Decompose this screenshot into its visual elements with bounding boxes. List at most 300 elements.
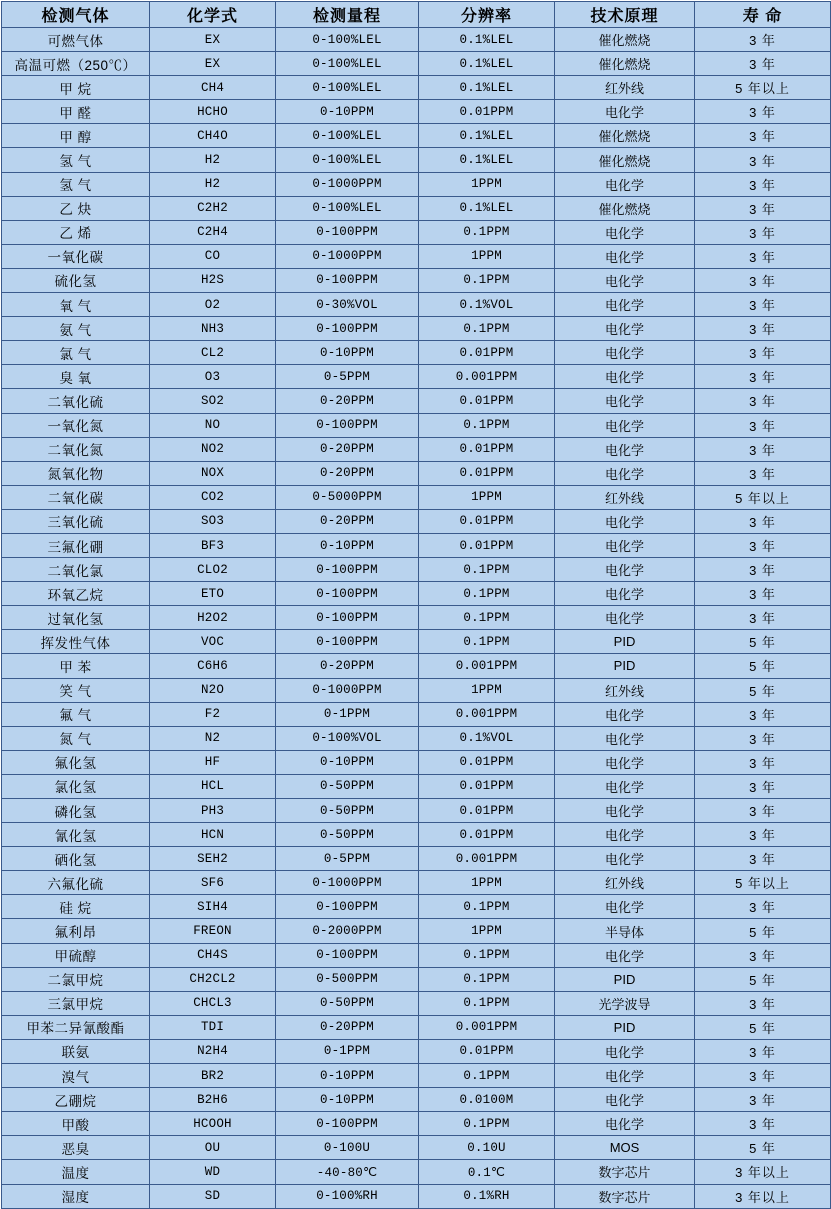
cell-chemical-formula: TDI [150, 1015, 276, 1039]
cell-gas-name: 氟化氢 [2, 750, 150, 774]
cell-technology: 红外线 [555, 485, 695, 509]
cell-measuring-range: 0-100PPM [276, 943, 419, 967]
cell-measuring-range: 0-100%LEL [276, 124, 419, 148]
cell-chemical-formula: HCOOH [150, 1112, 276, 1136]
cell-lifetime: 3 年 [695, 847, 831, 871]
column-header-measuring-range: 检测量程 [276, 2, 419, 28]
cell-measuring-range: 0-20PPM [276, 461, 419, 485]
cell-resolution: 0.1PPM [419, 268, 555, 292]
table-row [2, 823, 831, 847]
cell-measuring-range: 0-50PPM [276, 799, 419, 823]
cell-resolution: 1PPM [419, 919, 555, 943]
cell-resolution: 0.1PPM [419, 220, 555, 244]
cell-gas-name: 二氯甲烷 [2, 967, 150, 991]
cell-technology: 数字芯片 [555, 1184, 695, 1208]
cell-gas-name: 一氧化氮 [2, 413, 150, 437]
cell-measuring-range: 0-30%VOL [276, 293, 419, 317]
cell-gas-name: 笑 气 [2, 678, 150, 702]
cell-technology: 电化学 [555, 533, 695, 557]
cell-resolution: 0.1PPM [419, 1112, 555, 1136]
cell-chemical-formula: SD [150, 1184, 276, 1208]
cell-technology: 电化学 [555, 365, 695, 389]
cell-measuring-range: 0-1PPM [276, 702, 419, 726]
cell-lifetime: 3 年 [695, 52, 831, 76]
table-row [2, 485, 831, 509]
cell-chemical-formula: HCHO [150, 100, 276, 124]
table-row [2, 847, 831, 871]
table-row [2, 148, 831, 172]
cell-lifetime: 3 年 [695, 509, 831, 533]
cell-chemical-formula: WD [150, 1160, 276, 1184]
cell-lifetime: 3 年 [695, 533, 831, 557]
cell-technology: 电化学 [555, 606, 695, 630]
cell-gas-name: 高温可燃（250℃） [2, 52, 150, 76]
table-row [2, 533, 831, 557]
cell-lifetime: 3 年 [695, 461, 831, 485]
cell-lifetime: 3 年 [695, 1088, 831, 1112]
table-row [2, 558, 831, 582]
cell-chemical-formula: SEH2 [150, 847, 276, 871]
cell-resolution: 0.01PPM [419, 823, 555, 847]
cell-resolution: 0.001PPM [419, 365, 555, 389]
cell-technology: 光学波导 [555, 991, 695, 1015]
cell-technology: 电化学 [555, 509, 695, 533]
cell-gas-name: 氟利昂 [2, 919, 150, 943]
cell-lifetime: 3 年 [695, 268, 831, 292]
column-header-chemical-formula: 化学式 [150, 2, 276, 28]
cell-measuring-range: 0-10PPM [276, 533, 419, 557]
cell-measuring-range: 0-100%VOL [276, 726, 419, 750]
cell-technology: 数字芯片 [555, 1160, 695, 1184]
cell-technology: MOS [555, 1136, 695, 1160]
cell-measuring-range: 0-100%LEL [276, 148, 419, 172]
cell-resolution: 0.1PPM [419, 895, 555, 919]
table-row [2, 1039, 831, 1063]
table-row [2, 702, 831, 726]
cell-measuring-range: 0-2000PPM [276, 919, 419, 943]
cell-lifetime: 5 年 [695, 967, 831, 991]
cell-chemical-formula: CH4O [150, 124, 276, 148]
cell-measuring-range: 0-1PPM [276, 1039, 419, 1063]
cell-technology: 电化学 [555, 389, 695, 413]
cell-chemical-formula: N2 [150, 726, 276, 750]
cell-technology: 电化学 [555, 172, 695, 196]
cell-lifetime: 3 年 [695, 943, 831, 967]
cell-chemical-formula: NH3 [150, 317, 276, 341]
cell-measuring-range: 0-1000PPM [276, 871, 419, 895]
table-row [2, 871, 831, 895]
table-row [2, 678, 831, 702]
cell-technology: PID [555, 630, 695, 654]
cell-resolution: 0.01PPM [419, 1039, 555, 1063]
cell-technology: 电化学 [555, 774, 695, 798]
cell-measuring-range: 0-10PPM [276, 1088, 419, 1112]
table-row [2, 317, 831, 341]
cell-resolution: 0.01PPM [419, 341, 555, 365]
cell-chemical-formula: CO2 [150, 485, 276, 509]
cell-technology: 电化学 [555, 895, 695, 919]
cell-technology: 电化学 [555, 582, 695, 606]
cell-chemical-formula: SF6 [150, 871, 276, 895]
cell-measuring-range: 0-20PPM [276, 654, 419, 678]
cell-lifetime: 3 年 [695, 774, 831, 798]
table-row [2, 509, 831, 533]
cell-chemical-formula: CL2 [150, 341, 276, 365]
cell-technology: 电化学 [555, 413, 695, 437]
table-row [2, 341, 831, 365]
cell-lifetime: 3 年 [695, 437, 831, 461]
cell-technology: PID [555, 654, 695, 678]
cell-chemical-formula: H2O2 [150, 606, 276, 630]
cell-chemical-formula: EX [150, 52, 276, 76]
cell-gas-name: 氮 气 [2, 726, 150, 750]
table-row [2, 28, 831, 52]
cell-gas-name: 联氨 [2, 1039, 150, 1063]
cell-chemical-formula: CLO2 [150, 558, 276, 582]
table-row [2, 172, 831, 196]
cell-resolution: 1PPM [419, 485, 555, 509]
cell-lifetime: 3 年 [695, 172, 831, 196]
cell-measuring-range: 0-100%LEL [276, 196, 419, 220]
cell-gas-name: 氯化氢 [2, 774, 150, 798]
cell-gas-name: 臭 氧 [2, 365, 150, 389]
column-header-lifetime: 寿 命 [695, 2, 831, 28]
table-row [2, 365, 831, 389]
cell-technology: 电化学 [555, 437, 695, 461]
cell-chemical-formula: C6H6 [150, 654, 276, 678]
column-header-technology: 技术原理 [555, 2, 695, 28]
cell-lifetime: 3 年 [695, 365, 831, 389]
cell-resolution: 0.1PPM [419, 943, 555, 967]
cell-gas-name: 甲 醛 [2, 100, 150, 124]
cell-lifetime: 3 年 [695, 1112, 831, 1136]
cell-measuring-range: 0-50PPM [276, 823, 419, 847]
cell-resolution: 0.1%LEL [419, 28, 555, 52]
cell-measuring-range: 0-10PPM [276, 100, 419, 124]
cell-measuring-range: 0-20PPM [276, 389, 419, 413]
cell-technology: 电化学 [555, 943, 695, 967]
cell-measuring-range: -40-80℃ [276, 1160, 419, 1184]
cell-resolution: 1PPM [419, 871, 555, 895]
cell-chemical-formula: OU [150, 1136, 276, 1160]
table-row [2, 196, 831, 220]
cell-chemical-formula: H2 [150, 172, 276, 196]
cell-measuring-range: 0-100U [276, 1136, 419, 1160]
cell-gas-name: 可燃气体 [2, 28, 150, 52]
cell-measuring-range: 0-1000PPM [276, 678, 419, 702]
cell-resolution: 0.1PPM [419, 630, 555, 654]
cell-measuring-range: 0-100PPM [276, 317, 419, 341]
table-row [2, 244, 831, 268]
cell-measuring-range: 0-5000PPM [276, 485, 419, 509]
cell-measuring-range: 0-100PPM [276, 606, 419, 630]
cell-chemical-formula: O2 [150, 293, 276, 317]
cell-resolution: 0.10U [419, 1136, 555, 1160]
cell-lifetime: 3 年 [695, 244, 831, 268]
cell-gas-name: 乙 炔 [2, 196, 150, 220]
cell-technology: 红外线 [555, 871, 695, 895]
cell-resolution: 0.01PPM [419, 461, 555, 485]
cell-lifetime: 3 年 [695, 413, 831, 437]
cell-lifetime: 3 年 [695, 1064, 831, 1088]
cell-resolution: 0.001PPM [419, 1015, 555, 1039]
cell-chemical-formula: SO3 [150, 509, 276, 533]
cell-gas-name: 硅 烷 [2, 895, 150, 919]
cell-technology: 电化学 [555, 317, 695, 341]
cell-measuring-range: 0-100%LEL [276, 76, 419, 100]
cell-chemical-formula: HCL [150, 774, 276, 798]
cell-technology: 红外线 [555, 678, 695, 702]
cell-measuring-range: 0-100PPM [276, 268, 419, 292]
cell-gas-name: 甲硫醇 [2, 943, 150, 967]
cell-gas-name: 甲 醇 [2, 124, 150, 148]
cell-measuring-range: 0-100PPM [276, 630, 419, 654]
cell-technology: 电化学 [555, 341, 695, 365]
table-row [2, 919, 831, 943]
cell-resolution: 1PPM [419, 678, 555, 702]
cell-technology: 催化燃烧 [555, 28, 695, 52]
cell-technology: 半导体 [555, 919, 695, 943]
cell-resolution: 0.1%LEL [419, 124, 555, 148]
cell-resolution: 0.001PPM [419, 654, 555, 678]
cell-technology: 电化学 [555, 1088, 695, 1112]
cell-chemical-formula: B2H6 [150, 1088, 276, 1112]
cell-lifetime: 3 年 [695, 558, 831, 582]
cell-gas-name: 氟 气 [2, 702, 150, 726]
table-row [2, 268, 831, 292]
cell-lifetime: 5 年 [695, 919, 831, 943]
cell-technology: 催化燃烧 [555, 196, 695, 220]
cell-chemical-formula: CHCL3 [150, 991, 276, 1015]
cell-resolution: 0.1%VOL [419, 293, 555, 317]
table-row [2, 461, 831, 485]
cell-technology: 电化学 [555, 799, 695, 823]
cell-resolution: 0.1PPM [419, 317, 555, 341]
cell-measuring-range: 0-100PPM [276, 413, 419, 437]
cell-lifetime: 3 年 [695, 196, 831, 220]
cell-gas-name: 二氧化氯 [2, 558, 150, 582]
table-row [2, 606, 831, 630]
cell-chemical-formula: NO2 [150, 437, 276, 461]
cell-resolution: 0.001PPM [419, 847, 555, 871]
cell-lifetime: 3 年 [695, 220, 831, 244]
cell-resolution: 0.1%LEL [419, 148, 555, 172]
cell-chemical-formula: SO2 [150, 389, 276, 413]
cell-resolution: 0.1PPM [419, 413, 555, 437]
cell-resolution: 0.01PPM [419, 799, 555, 823]
cell-lifetime: 3 年 [695, 341, 831, 365]
cell-resolution: 0.1%LEL [419, 52, 555, 76]
cell-lifetime: 5 年 [695, 630, 831, 654]
cell-chemical-formula: N2H4 [150, 1039, 276, 1063]
cell-resolution: 0.1PPM [419, 582, 555, 606]
cell-chemical-formula: F2 [150, 702, 276, 726]
cell-gas-name: 甲 烷 [2, 76, 150, 100]
table-row [2, 991, 831, 1015]
table-row [2, 654, 831, 678]
cell-resolution: 0.01PPM [419, 389, 555, 413]
cell-chemical-formula: CH4 [150, 76, 276, 100]
cell-resolution: 0.1℃ [419, 1160, 555, 1184]
gas-specification-table [1, 1, 831, 1209]
cell-gas-name: 甲 苯 [2, 654, 150, 678]
cell-chemical-formula: PH3 [150, 799, 276, 823]
cell-technology: 红外线 [555, 76, 695, 100]
cell-technology: 电化学 [555, 558, 695, 582]
cell-lifetime: 5 年 [695, 1015, 831, 1039]
cell-gas-name: 溴气 [2, 1064, 150, 1088]
cell-lifetime: 3 年 [695, 895, 831, 919]
cell-resolution: 0.1%VOL [419, 726, 555, 750]
cell-lifetime: 3 年 [695, 606, 831, 630]
cell-resolution: 0.01PPM [419, 437, 555, 461]
table-row [2, 413, 831, 437]
cell-measuring-range: 0-100PPM [276, 1112, 419, 1136]
cell-technology: 电化学 [555, 702, 695, 726]
cell-measuring-range: 0-100PPM [276, 220, 419, 244]
cell-gas-name: 甲苯二异氰酸酯 [2, 1015, 150, 1039]
cell-technology: PID [555, 967, 695, 991]
cell-technology: 电化学 [555, 293, 695, 317]
cell-resolution: 0.1PPM [419, 991, 555, 1015]
cell-lifetime: 3 年 [695, 823, 831, 847]
table-row [2, 774, 831, 798]
cell-chemical-formula: ETO [150, 582, 276, 606]
cell-measuring-range: 0-500PPM [276, 967, 419, 991]
table-row [2, 1088, 831, 1112]
cell-measuring-range: 0-10PPM [276, 341, 419, 365]
cell-technology: 电化学 [555, 823, 695, 847]
table-row [2, 1112, 831, 1136]
cell-resolution: 1PPM [419, 172, 555, 196]
cell-measuring-range: 0-100%LEL [276, 28, 419, 52]
table-row [2, 630, 831, 654]
cell-lifetime: 3 年 [695, 100, 831, 124]
cell-measuring-range: 0-5PPM [276, 847, 419, 871]
cell-resolution: 0.01PPM [419, 509, 555, 533]
cell-lifetime: 3 年 [695, 293, 831, 317]
cell-lifetime: 5 年以上 [695, 76, 831, 100]
table-body [2, 28, 831, 1209]
cell-lifetime: 3 年 [695, 124, 831, 148]
cell-gas-name: 环氧乙烷 [2, 582, 150, 606]
table-row [2, 293, 831, 317]
cell-chemical-formula: HCN [150, 823, 276, 847]
cell-gas-name: 硫化氢 [2, 268, 150, 292]
table-row [2, 1136, 831, 1160]
cell-resolution: 0.01PPM [419, 533, 555, 557]
cell-technology: 催化燃烧 [555, 148, 695, 172]
cell-resolution: 0.1%LEL [419, 196, 555, 220]
cell-lifetime: 3 年 [695, 750, 831, 774]
table-header-row [2, 2, 831, 28]
cell-lifetime: 3 年 [695, 389, 831, 413]
cell-measuring-range: 0-100%LEL [276, 52, 419, 76]
cell-gas-name: 二氧化氮 [2, 437, 150, 461]
column-header-resolution: 分辨率 [419, 2, 555, 28]
cell-gas-name: 六氟化硫 [2, 871, 150, 895]
table-row [2, 389, 831, 413]
table-row [2, 1184, 831, 1208]
cell-lifetime: 3 年 [695, 702, 831, 726]
cell-gas-name: 氢 气 [2, 148, 150, 172]
cell-gas-name: 挥发性气体 [2, 630, 150, 654]
cell-lifetime: 3 年以上 [695, 1160, 831, 1184]
cell-chemical-formula: SIH4 [150, 895, 276, 919]
cell-technology: 电化学 [555, 1039, 695, 1063]
table-row [2, 895, 831, 919]
cell-measuring-range: 0-1000PPM [276, 244, 419, 268]
table-row [2, 76, 831, 100]
cell-measuring-range: 0-10PPM [276, 750, 419, 774]
cell-lifetime: 5 年 [695, 654, 831, 678]
cell-chemical-formula: BF3 [150, 533, 276, 557]
cell-technology: 催化燃烧 [555, 124, 695, 148]
cell-lifetime: 3 年 [695, 991, 831, 1015]
cell-gas-name: 三氯甲烷 [2, 991, 150, 1015]
cell-resolution: 0.1PPM [419, 967, 555, 991]
cell-resolution: 0.01PPM [419, 750, 555, 774]
table-row [2, 220, 831, 244]
cell-measuring-range: 0-5PPM [276, 365, 419, 389]
cell-resolution: 0.1PPM [419, 558, 555, 582]
cell-gas-name: 湿度 [2, 1184, 150, 1208]
cell-gas-name: 氯 气 [2, 341, 150, 365]
cell-technology: 电化学 [555, 461, 695, 485]
cell-resolution: 0.01PPM [419, 100, 555, 124]
cell-lifetime: 3 年 [695, 799, 831, 823]
cell-gas-name: 氧 气 [2, 293, 150, 317]
table-row [2, 582, 831, 606]
cell-measuring-range: 0-100PPM [276, 895, 419, 919]
cell-measuring-range: 0-10PPM [276, 1064, 419, 1088]
table-row [2, 437, 831, 461]
table-header [2, 2, 831, 28]
cell-gas-name: 三氧化硫 [2, 509, 150, 533]
cell-measuring-range: 0-20PPM [276, 1015, 419, 1039]
cell-technology: 电化学 [555, 100, 695, 124]
cell-lifetime: 3 年 [695, 582, 831, 606]
table-row [2, 799, 831, 823]
column-header-gas-name: 检测气体 [2, 2, 150, 28]
table-row [2, 52, 831, 76]
cell-chemical-formula: NOX [150, 461, 276, 485]
table-row [2, 1160, 831, 1184]
cell-lifetime: 5 年以上 [695, 485, 831, 509]
cell-technology: 催化燃烧 [555, 52, 695, 76]
cell-resolution: 0.1%RH [419, 1184, 555, 1208]
cell-lifetime: 3 年 [695, 28, 831, 52]
table-row [2, 750, 831, 774]
cell-lifetime: 3 年 [695, 317, 831, 341]
cell-chemical-formula: N2O [150, 678, 276, 702]
cell-measuring-range: 0-100PPM [276, 582, 419, 606]
cell-gas-name: 硒化氢 [2, 847, 150, 871]
cell-chemical-formula: CH2CL2 [150, 967, 276, 991]
cell-chemical-formula: O3 [150, 365, 276, 389]
cell-lifetime: 5 年 [695, 678, 831, 702]
cell-measuring-range: 0-1000PPM [276, 172, 419, 196]
cell-chemical-formula: FREON [150, 919, 276, 943]
cell-resolution: 0.01PPM [419, 774, 555, 798]
table-row [2, 967, 831, 991]
cell-technology: 电化学 [555, 847, 695, 871]
cell-chemical-formula: CH4S [150, 943, 276, 967]
cell-gas-name: 三氟化硼 [2, 533, 150, 557]
cell-gas-name: 恶臭 [2, 1136, 150, 1160]
cell-chemical-formula: NO [150, 413, 276, 437]
cell-chemical-formula: C2H4 [150, 220, 276, 244]
